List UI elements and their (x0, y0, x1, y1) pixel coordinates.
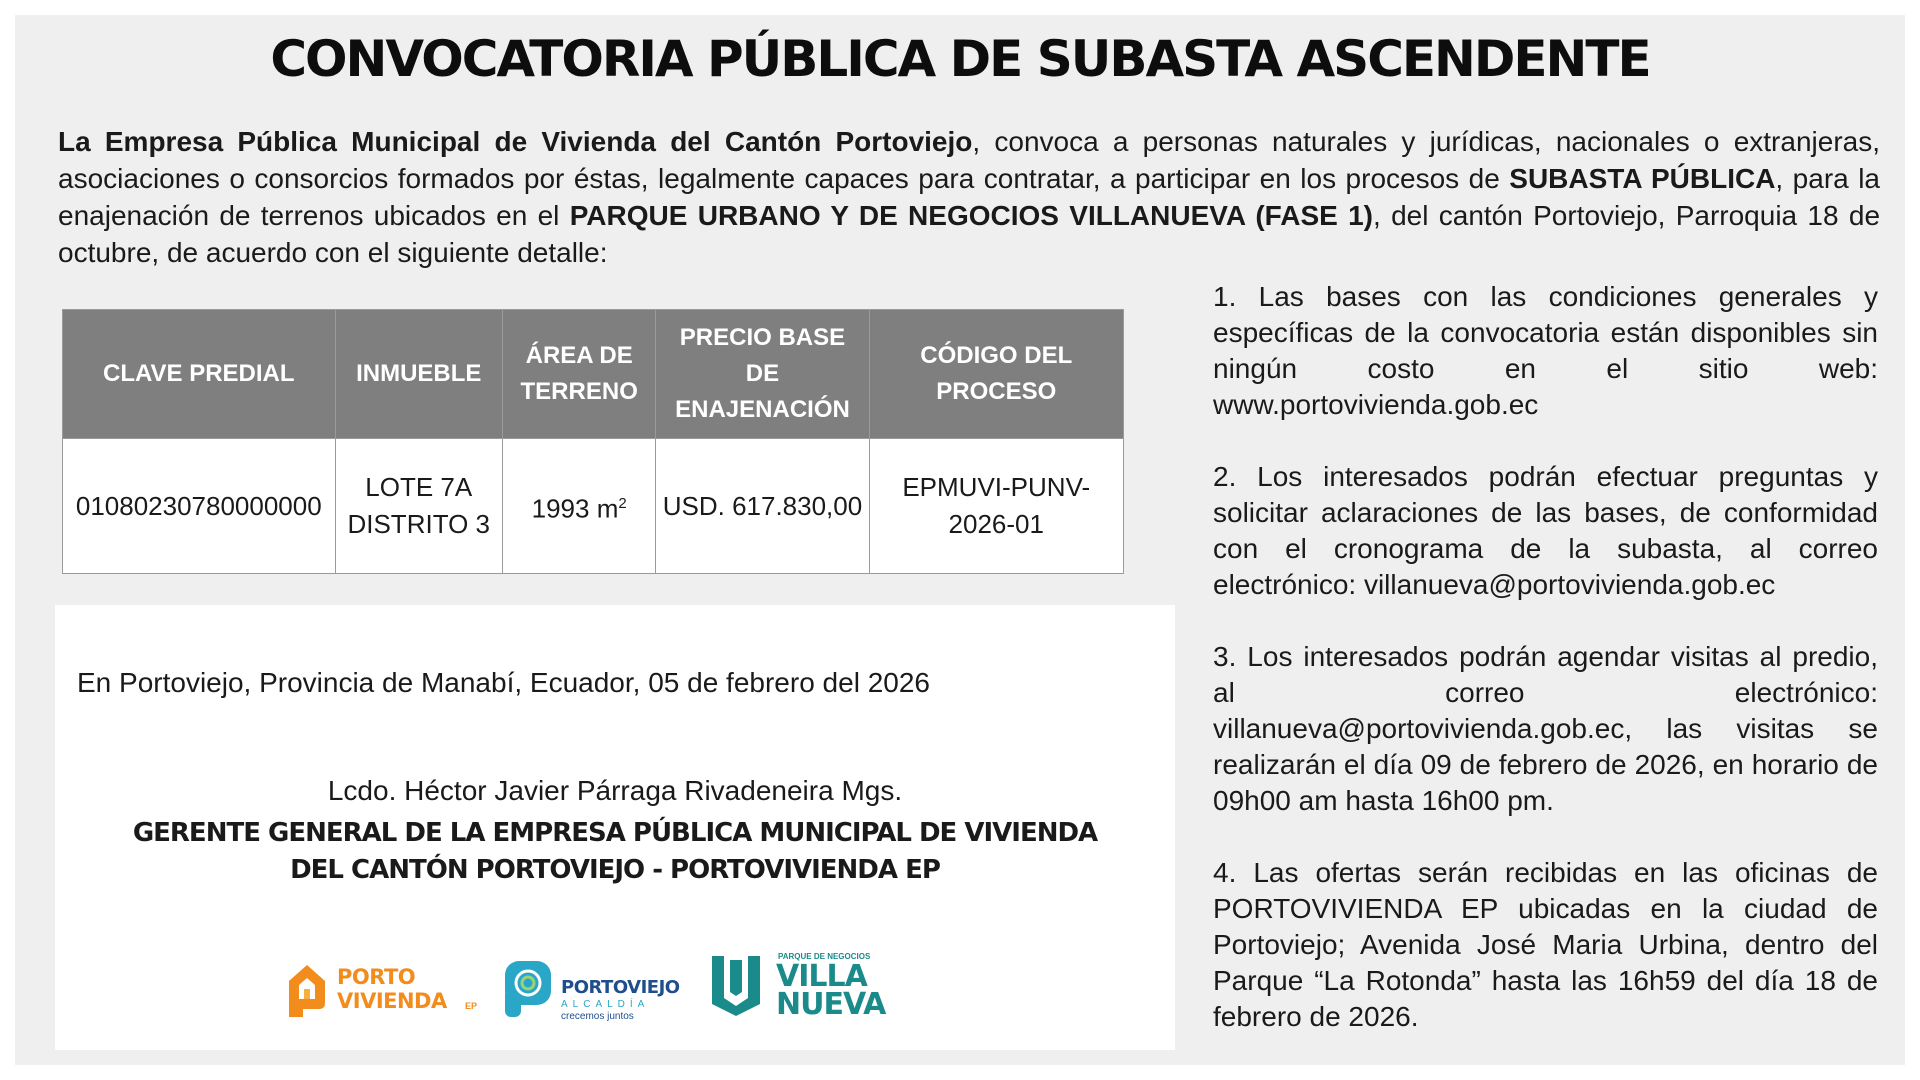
portovivienda-mark-icon (285, 961, 329, 1017)
signature-box (55, 605, 1175, 1050)
villanueva-logo: PARQUE DE NEGOCIOS VILLA NUEVA (708, 950, 908, 1026)
entity-name: La Empresa Pública Municipal de Vivienda del Cantón Portoviejo (58, 126, 973, 157)
header-clave-predial: CLAVE PREDIAL (63, 310, 336, 439)
header-inmueble: INMUEBLE (335, 310, 502, 439)
condition-item: 3. Los interesados podrán agendar visitas al predio, al correo electrónico: villanueva@portovivienda.gob.ec, las visitas se realizarán el día 09 de febrero de 2026, en horario de 09h00 am hasta 16h00 pm. (1213, 641, 1878, 816)
signer-role: GERENTE GENERAL DE LA EMPRESA PÚBLICA MUNICIPAL DE VIVIENDA DEL CANTÓN PORTOVIEJO - PORTOVIVIENDA EP (132, 818, 1098, 885)
portoviejo-mark-icon (503, 959, 553, 1019)
cell-codigo: EPMUVI-PUNV-2026-01 (869, 439, 1123, 574)
cell-area: 1993 $m^2$ (502, 439, 656, 574)
intro-paragraph: La Empresa Pública Municipal de Vivienda del Cantón Portoviejo, convoca a personas naturales y jurídicas, nacionales o extranjeras, asociaciones o consorcios formados por éstas, legalmente capaces para contratar, a participar en los procesos de SUBASTA PÚBLICA, para la enajenación de terrenos ubicados en el PARQUE URBANO Y DE NEGOCIOS VILLANUEVA (FASE 1), del cantón Portoviejo, Parroquia 18 de octubre, de acuerdo con el siguiente detalle: (58, 126, 1881, 268)
condition-item: 4. Las ofertas serán recibidas en las oficinas de PORTOVIVIENDA EP ubicadas en la ciudad de Portoviejo; Avenida José Maria Urbina, dentro del Parque “La Rotonda” hasta las 16h59 del día 18 de febrero de 2026. (1213, 857, 1878, 1032)
header-codigo: CÓDIGO DEL PROCESO (869, 310, 1123, 439)
lot-details-table (62, 309, 1124, 574)
table-row (63, 439, 1124, 574)
villanueva-mark-icon (708, 952, 764, 1018)
page-title: CONVOCATORIA PÚBLICA DE SUBASTA ASCENDENTE (270, 30, 1650, 88)
header-area: ÁREA DE TERRENO (502, 310, 656, 439)
portoviejo-logo: PORTOVIEJO ALCALDÍA crecemos juntos (503, 955, 693, 1025)
cell-precio: USD. 617.830,00 (656, 439, 869, 574)
table-header-row (63, 310, 1124, 439)
header-precio: PRECIO BASE DE ENAJENACIÓN (656, 310, 869, 439)
condition-item: 1. Las bases con las condiciones generales y específicas de la convocatoria están disponibles sin ningún costo en el sitio web: www.portovivienda.gob.ec (1213, 281, 1878, 420)
signer-name: Lcdo. Héctor Javier Párraga Rivadeneira Mgs. (327, 775, 903, 806)
conditions-list (1213, 279, 1878, 1071)
portovivienda-logo: PORTO VIVIENDA EP (285, 955, 485, 1025)
cell-clave-predial: 01080230780000000 (63, 439, 336, 574)
condition-item: 2. Los interesados podrán efectuar preguntas y solicitar aclaraciones de las bases, de conformidad con el cronograma de la subasta, al correo electrónico: villanueva@portovivienda.gob.ec (1213, 461, 1878, 600)
place-date: En Portoviejo, Provincia de Manabí, Ecuador, 05 de febrero del 2026 (77, 667, 930, 698)
cell-inmueble: LOTE 7A DISTRITO 3 (335, 439, 502, 574)
